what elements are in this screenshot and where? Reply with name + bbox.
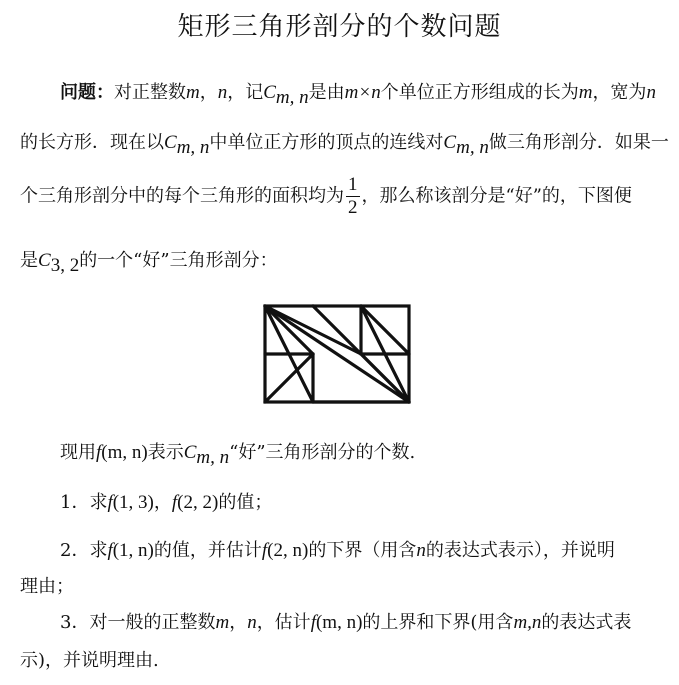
question-3 <box>60 608 679 634</box>
math-subscript: m, n <box>196 447 230 468</box>
math-f: f <box>261 540 268 561</box>
math-n: n <box>646 82 656 103</box>
text: 的一个“好”三角形剖分： <box>79 250 278 271</box>
math-n: n <box>416 540 426 561</box>
fraction-numerator: 1 <box>348 174 358 195</box>
text: 做三角形剖分．如果一 <box>488 132 669 153</box>
text: 是由 <box>308 82 345 103</box>
text: 个三角形剖分中的每个三角形的面积均为 <box>20 185 344 207</box>
text: 3．对一般的正整数 <box>60 612 216 633</box>
math-C: C <box>443 132 457 153</box>
fan-edge <box>265 306 361 354</box>
math-C: C <box>263 82 276 103</box>
text: 个单位正方形组成的长为 <box>380 82 579 103</box>
fan-edge <box>265 306 313 354</box>
math-args: (2, 2) <box>177 492 219 513</box>
math-m-times-n: m×n <box>344 82 381 103</box>
text: 2．求 <box>60 540 108 561</box>
text: 的下界（用含 <box>308 540 417 561</box>
math-C: C <box>38 250 51 271</box>
text: 对正整数 <box>114 82 186 103</box>
math-m: m <box>578 82 593 103</box>
math-f: f <box>107 540 113 561</box>
math-args: (2, n) <box>267 540 309 561</box>
math-m: m <box>186 82 200 103</box>
diagonal-edge <box>265 354 313 402</box>
math-args: (1, n) <box>112 540 154 561</box>
text: 的表达式表示），并说明 <box>425 540 615 561</box>
problem-line-2 <box>20 128 679 159</box>
question-2-continued <box>20 572 679 598</box>
text: “好”三角形剖分的个数. <box>229 442 416 463</box>
problem-line-1 <box>60 78 679 109</box>
math-args: (1, 3) <box>112 492 154 513</box>
problem-line-4 <box>20 246 679 277</box>
math-subscript: m, n <box>275 87 309 108</box>
text: 是 <box>20 250 38 271</box>
problem-line-3 <box>20 174 679 219</box>
page-title: 矩形三角形剖分的个数问题 <box>177 12 502 42</box>
text: ， <box>199 82 218 103</box>
question-3-continued <box>20 646 679 672</box>
math-f: f <box>310 612 316 633</box>
math-subscript: 3, 2 <box>50 255 80 276</box>
math-C: C <box>164 132 177 153</box>
text: 表示 <box>147 442 184 463</box>
fraction-one-half <box>346 174 360 219</box>
question-2 <box>60 536 679 562</box>
triangulation-figure <box>262 303 414 407</box>
diagonal-edge <box>361 306 409 354</box>
text: 示)，并说明理由. <box>20 650 159 671</box>
text: 理由； <box>20 576 74 597</box>
math-C: C <box>183 442 197 463</box>
text: 的上界和下界(用含 <box>362 612 514 633</box>
fan-edge <box>361 354 409 402</box>
math-args: (m, n) <box>101 442 148 463</box>
text: ， <box>153 492 172 513</box>
text: 1．求 <box>60 492 108 513</box>
text: 中单位正方形的顶点的连线对 <box>209 132 444 153</box>
math-subscript: m, n <box>176 137 210 158</box>
problem-label: 问题： <box>60 82 114 103</box>
math-n: n <box>217 82 228 103</box>
math-subscript: m, n <box>456 137 489 158</box>
math-f: f <box>107 492 113 513</box>
text: 现用 <box>60 442 96 463</box>
math-n: n <box>247 612 257 633</box>
text: ，那么称该剖分是“好”的，下图便 <box>361 185 632 207</box>
question-1 <box>60 488 679 514</box>
math-args: (m, n) <box>315 612 363 633</box>
text: ，估计 <box>256 612 311 633</box>
math-f: f <box>96 442 102 463</box>
text: ， <box>229 612 248 633</box>
math-f: f <box>171 492 178 513</box>
text: ，宽为 <box>592 82 647 103</box>
text: 的表达式表 <box>541 612 632 633</box>
text: 的长方形．现在以 <box>20 132 164 153</box>
math-m-n: m,n <box>513 612 542 633</box>
text: 的值； <box>218 492 273 513</box>
fraction-denominator: 2 <box>348 197 358 218</box>
definition-line <box>60 438 679 469</box>
text: ，记 <box>227 82 264 103</box>
text: 的值，并估计 <box>153 540 262 561</box>
math-m: m <box>215 612 230 633</box>
